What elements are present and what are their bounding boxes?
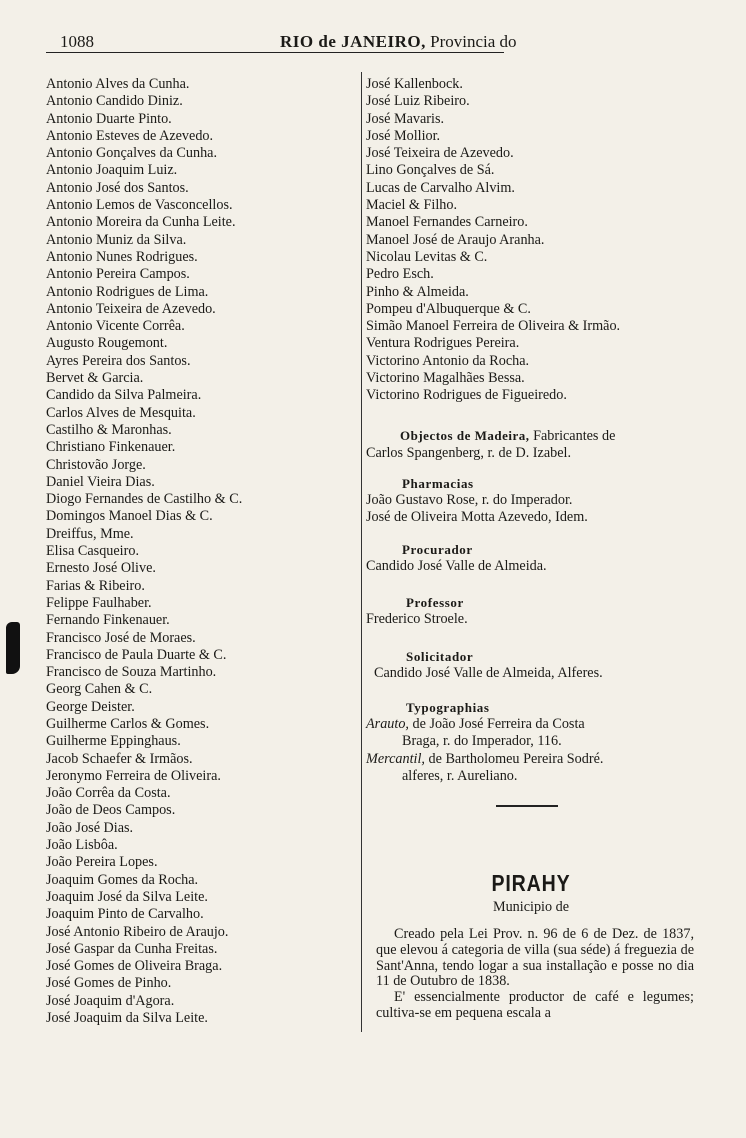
directory-entry: José Teixeira de Azevedo. [366, 145, 514, 162]
section-objectos-de-madeira [366, 427, 696, 463]
right-name-list [366, 76, 620, 405]
section-entry: Braga, r. do Imperador, 116. [402, 733, 562, 750]
directory-entry: Bervet & Garcia. [46, 370, 144, 387]
column-divider [361, 72, 362, 1032]
directory-entry: Francisco de Paula Duarte & C. [46, 646, 227, 663]
directory-entry: Elisa Casqueiro. [46, 543, 139, 560]
directory-entry: Ventura Rodrigues Pereira. [366, 335, 520, 352]
directory-entry: Nicolau Levitas & C. [366, 248, 488, 265]
directory-entry: Antonio Joaquim Luiz. [46, 162, 178, 179]
directory-entry: José Joaquim da Silva Leite. [46, 1010, 208, 1027]
directory-entry: João José Dias. [46, 819, 134, 836]
section-entry: Frederico Stroele. [366, 611, 468, 627]
directory-entry: Ayres Pereira dos Santos. [46, 352, 191, 369]
section-heading: Procurador [402, 542, 473, 557]
directory-entry: Antonio Lemos de Vasconcellos. [46, 197, 233, 214]
directory-entry: João Pereira Lopes. [46, 854, 158, 871]
newspaper-title: Mercantil, [366, 750, 425, 767]
directory-entry: Carlos Alves de Mesquita. [46, 404, 196, 421]
directory-entry: José Mavaris. [366, 110, 445, 127]
directory-entry: João Lisbôa. [46, 837, 118, 854]
directory-entry: Daniel Vieira Dias. [46, 473, 155, 490]
running-title-city: RIO de JANEIRO, [280, 32, 426, 51]
section-heading: Pharmacias [402, 476, 474, 491]
directory-entry: Georg Cahen & C. [46, 681, 153, 698]
municipality-heading [366, 870, 696, 916]
directory-entry: Lino Gonçalves de Sá. [366, 162, 495, 179]
municipality-subtitle: Municipio de [492, 899, 570, 915]
section-solicitador [366, 649, 696, 682]
directory-entry: Jacob Schaefer & Irmãos. [46, 750, 193, 767]
directory-entry: Lucas de Carvalho Alvim. [366, 179, 515, 196]
directory-entry: Felippe Faulhaber. [46, 594, 152, 611]
description-paragraph: Creado pela Lei Prov. n. 96 de 6 de Dez. de 1837, que elevou á categoria de villa (sua séde) á freguezia de Sant'Anna, tendo logar a sua installação e posse no dia 11 de Outubro de 1838. [376, 926, 694, 990]
section-heading: Typographias [406, 700, 490, 715]
description-paragraph: E' essencialmente productor de café e legumes; cultiva-se em pequena escala a [376, 989, 694, 1021]
municipality-title: PIRAHY [491, 870, 571, 896]
directory-entry: Pedro Esch. [366, 266, 434, 283]
directory-entry: Maciel & Filho. [366, 197, 458, 214]
section-heading: Professor [406, 595, 464, 610]
directory-entry: João de Deos Campos. [46, 802, 176, 819]
directory-entry: Antonio Rodrigues de Lima. [46, 283, 209, 300]
directory-entry: Pompeu d'Albuquerque & C. [366, 300, 531, 317]
municipality-description [376, 927, 694, 1022]
directory-entry: Antonio Esteves de Azevedo. [46, 127, 214, 144]
directory-entry: Jeronymo Ferreira de Oliveira. [46, 767, 221, 784]
directory-entry: Victorino Rodrigues de Figueiredo. [366, 387, 567, 404]
ink-blot-mark [6, 622, 20, 674]
directory-entry: Victorino Antonio da Rocha. [366, 352, 530, 369]
directory-entry: Antonio Teixeira de Azevedo. [46, 300, 216, 317]
directory-entry: Antonio Duarte Pinto. [46, 110, 172, 127]
directory-entry: Ernesto José Olive. [46, 560, 156, 577]
directory-entry: José Mollior. [366, 127, 441, 144]
directory-entry: Francisco José de Moraes. [46, 629, 196, 646]
directory-entry: Joaquim José da Silva Leite. [46, 888, 208, 905]
directory-entry: Diogo Fernandes de Castilho & C. [46, 491, 243, 508]
newspaper-title: Arauto, [366, 716, 409, 732]
section-entry: Carlos Spangenberg, r. de D. Izabel. [366, 445, 572, 462]
section-heading: Objectos de Madeira, [400, 428, 530, 443]
directory-entry: Antonio Muniz da Silva. [46, 231, 187, 248]
directory-entry: Guilherme Carlos & Gomes. [46, 715, 210, 732]
directory-entry: Christovão Jorge. [46, 456, 146, 473]
directory-entry: Joaquim Pinto de Carvalho. [46, 906, 204, 923]
page-number: 1088 [60, 32, 94, 51]
page-header [46, 30, 696, 54]
directory-entry: Antonio Vicente Corrêa. [46, 318, 185, 335]
section-entry: Candido José Valle de Almeida. [366, 558, 547, 574]
directory-entry: José Gomes de Oliveira Braga. [46, 958, 223, 975]
directory-entry: José Antonio Ribeiro de Araujo. [46, 923, 229, 940]
running-title [280, 32, 517, 52]
directory-entry: José Joaquim d'Agora. [46, 992, 175, 1009]
directory-entry: José Gaspar da Cunha Freitas. [46, 940, 218, 957]
directory-entry: Joaquim Gomes da Rocha. [46, 871, 199, 888]
directory-entry: José Kallenbock. [366, 76, 463, 92]
section-entry: José de Oliveira Motta Azevedo, Idem. [366, 509, 588, 526]
directory-entry: Domingos Manoel Dias & C. [46, 508, 213, 525]
directory-entry: Fernando Finkenauer. [46, 612, 170, 629]
directory-entry: José Luiz Ribeiro. [366, 93, 470, 110]
section-professor [366, 595, 696, 628]
directory-entry: Antonio José dos Santos. [46, 179, 189, 196]
directory-entry: Francisco de Souza Martinho. [46, 664, 217, 681]
directory-entry: George Deister. [46, 698, 135, 715]
directory-entry: Simão Manoel Ferreira de Oliveira & Irmão. [366, 318, 621, 335]
directory-entry: Dreiffus, Mme. [46, 525, 134, 542]
directory-entry: Manoel Fernandes Carneiro. [366, 214, 528, 231]
directory-entry: Antonio Alves da Cunha. [46, 76, 190, 92]
directory-entry: Augusto Rougemont. [46, 335, 168, 352]
header-rule [46, 52, 504, 53]
section-separator-rule [496, 805, 558, 807]
directory-entry: Antonio Moreira da Cunha Leite. [46, 214, 236, 231]
directory-entry: Pinho & Almeida. [366, 283, 469, 300]
directory-entry: João Corrêa da Costa. [46, 785, 171, 802]
directory-entry: José Gomes de Pinho. [46, 975, 172, 992]
section-heading: Solicitador [406, 649, 474, 664]
directory-entry: Manoel José de Araujo Aranha. [366, 231, 545, 248]
directory-entry: Antonio Pereira Campos. [46, 266, 190, 283]
directory-entry: Victorino Magalhães Bessa. [366, 370, 525, 387]
left-name-list [46, 76, 242, 1027]
section-procurador [366, 542, 696, 575]
section-pharmacias [366, 476, 696, 527]
running-title-province: Provincia do [430, 32, 517, 51]
directory-entry: Candido da Silva Palmeira. [46, 387, 202, 404]
directory-entry: Guilherme Eppinghaus. [46, 733, 181, 750]
directory-entry: Castilho & Maronhas. [46, 421, 172, 438]
section-entry: de Bartholomeu Pereira Sodré. [424, 750, 604, 767]
section-heading-rest: Fabricantes de [533, 428, 616, 444]
directory-entry: Christiano Finkenauer. [46, 439, 176, 456]
directory-entry: Antonio Nunes Rodrigues. [46, 248, 198, 265]
section-entry: de João José Ferreira da Costa [408, 716, 585, 732]
section-typographias [366, 700, 696, 785]
directory-entry: Antonio Candido Diniz. [46, 93, 183, 110]
directory-entry: Antonio Gonçalves da Cunha. [46, 145, 218, 162]
section-entry: João Gustavo Rose, r. do Imperador. [366, 492, 573, 508]
section-entry: Candido José Valle de Almeida, Alferes. [374, 665, 603, 681]
directory-entry: Farias & Ribeiro. [46, 577, 145, 594]
section-entry: alferes, r. Aureliano. [402, 767, 518, 784]
